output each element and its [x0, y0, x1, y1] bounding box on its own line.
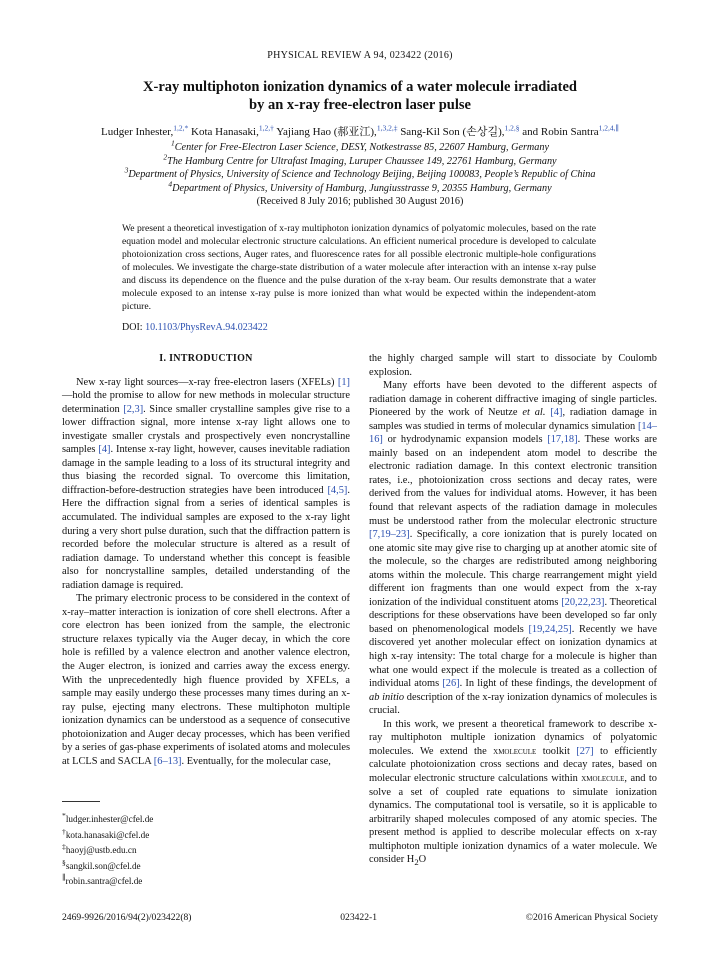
citation-link[interactable]: [14–16]	[369, 420, 657, 446]
footnote-email[interactable]: sangkil.son@cfel.de	[65, 860, 141, 871]
running-head: PHYSICAL REVIEW A 94, 023422 (2016)	[267, 50, 453, 61]
citation-link[interactable]: [26]	[442, 678, 460, 690]
footnote-mark: ∥	[62, 873, 66, 883]
page-footer	[62, 912, 658, 923]
citation-link[interactable]: [27]	[576, 745, 594, 757]
title-line-2: by an x-ray free-electron laser pulse	[249, 97, 471, 113]
left-column	[62, 352, 350, 768]
author-affiliation-mark[interactable]: 1,3,2,‡	[376, 123, 398, 133]
footnote-mark: *	[62, 811, 66, 820]
italic-text: et al.	[522, 407, 546, 419]
abstract: We present a theoretical investigation of x-ray multiphoton ionization dynamics of polyatomic molecules, based on the rate equation model and molecular electronic structure calculations. An efficient numerical procedure is developed to calculate photoionization cross sections, Auger rates, and fluorescence rates for all possible electronic multiple-hole configurations of molecules. We investigate the charge-state distribution of a water molecule after interaction with an intense x-ray pulse and discuss its dependence on the fluence and the pulse duration of the x-ray beam. Our results demonstrate that a water molecule exposed to an intense x-ray pulse is more ionized than what would be expected within the independent-atom picture.	[122, 223, 596, 312]
author-list	[40, 125, 680, 139]
author: Ludger Inhester,	[101, 126, 174, 138]
affiliation-number: 2	[163, 152, 168, 162]
right-column	[369, 352, 657, 870]
received-dates: (Received 8 July 2016; published 30 August 2016)	[256, 196, 464, 207]
footnote-mark: §	[62, 857, 66, 867]
affiliation-number: 4	[168, 179, 173, 189]
citation-link[interactable]: [4]	[550, 407, 563, 419]
footnote-email[interactable]: haoyj@ustb.edu.cn	[65, 845, 137, 856]
footnote-mark: †	[62, 826, 66, 836]
footnote	[62, 841, 350, 857]
footer-page-number: 023422-1	[340, 912, 378, 923]
author: Kota Hanasaki,	[191, 126, 259, 138]
footnote-email[interactable]: robin.santra@cfel.de	[65, 876, 143, 887]
affiliation-text: Center for Free-Electron Laser Science, DESY, Notkestrasse 85, 22607 Hamburg, Germany	[174, 142, 549, 153]
author-affiliation-mark[interactable]: 1,2,§	[504, 123, 520, 133]
affiliation-text: Department of Physics, University of Hamburg, Jungiusstrasse 9, 20355 Hamburg, Germany	[172, 182, 552, 194]
affiliation-number: 1	[171, 138, 175, 148]
subscript: 2	[414, 857, 419, 868]
italic-text: ab initio	[369, 691, 405, 703]
footnote	[62, 810, 350, 826]
footnote-email[interactable]: kota.hanasaki@cfel.de	[65, 829, 150, 840]
paragraph: the highly charged sample will start to dissociate by Coulomb explosion.	[369, 353, 657, 378]
doi-label: DOI:	[122, 322, 146, 333]
paper-title	[60, 78, 660, 114]
citation-link[interactable]: [1]	[337, 376, 350, 388]
footnotes	[62, 810, 350, 888]
doi-line	[122, 322, 596, 333]
citation-link[interactable]: [19,24,25]	[528, 623, 572, 635]
paragraph: New x-ray light sources—x-ray free-electron lasers (XFELs) [1]—hold the promise to allow for new methods in molecular structure determination [2,3]. Since smaller crystalline samples give rise to a lower diffraction signal, more intense x-ray light allows one to investigate smaller crystals and prospectively even noncrystalline samples [4]. Intense x-ray light, however, causes inevitable radiation damage in the sample leading to a loss of its structural integrity and thus biasing the recorded signal. To overcome this limitation, diffraction-before-destruction strategies have been introduced [4,5]. Here the diffraction signal from a series of identical samples is accumulated. The individual samples are exposed to the x-ray light during a very short pulse duration, such that the diffraction pattern is recorded before the molecular structure is altered as a result of radiation damage. To understand whether this concept is feasible also for noncrystalline samples, detailed understanding of the radiation damage is required.	[62, 376, 351, 591]
title-line-1: X-ray multiphoton ionization dynamics of a water molecule irradiated	[143, 79, 577, 95]
paragraph: Many efforts have been devoted to the different aspects of radiation damage in coherent diffractive imaging of single particles. Pioneered by the work of Neutze et al. [4], radiation damage in samples was studied in terms of molecular dynamics simulation [14–16] or hydrodynamic expansion models [17,18]. These works are mainly based on an independent atom model to describe the electronic radiation damage. In this context electronic transition rates, i.e., photoionization cross sections and decay rates, were derived from the values for individual atoms. However, it has been found that relevant aspects of the radiation damage in molecules must be understood rather from the molecular electronic structure [7,19–23]. Specifically, a core ionization that is purely located on one atomic site may give rise to charging up at another atomic site of the molecule, so the charges are redistributed among neighboring atoms within the molecule. This charge rearrangement might yield different ion fragments than one would expect from the x-ray ionization of the individual constituent atoms [20,22,23]. Theoretical descriptions for these observations have been developed so far only based on phenomenological models [19,24,25]. Recently we have discovered yet another molecular effect on ionization dynamics at high x-ray intensity: The total charge for a molecule is higher than what one would expect if the molecule is treated as a collection of individual atoms [26]. In light of these findings, the development of ab initio description of the x-ray ionization dynamics of molecules is crucial.	[369, 380, 658, 717]
footnote	[62, 826, 350, 842]
author-affiliation-mark[interactable]: 1,2,4,∥	[598, 123, 619, 133]
footer-issn: 2469-9926/2016/94(2)/023422(8)	[62, 912, 192, 923]
footnote	[62, 872, 350, 888]
affiliation	[40, 165, 680, 182]
citation-link[interactable]: [4,5]	[327, 484, 348, 496]
affiliation-text: The Hamburg Centre for Ultrafast Imaging, Luruper Chaussee 149, 22761 Hamburg, Germany	[167, 155, 557, 167]
software-name: xmolecule	[493, 745, 537, 757]
doi-link[interactable]: 10.1103/PhysRevA.94.023422	[145, 322, 268, 333]
footnote-mark: ‡	[62, 842, 66, 852]
author-affiliation-mark[interactable]: 1,2,†	[258, 123, 274, 133]
citation-link[interactable]: [20,22,23]	[561, 596, 605, 608]
citation-link[interactable]: [2,3]	[123, 403, 144, 415]
paragraph: In this work, we present a theoretical framework to describe x-ray multiphoton multiple ionization dynamics of polyatomic molecules. We extend the xmolecule toolkit [27] to efficiently calculate photoionization cross sections and decay rates, based on molecular electronic structure calculations within xmolecule, and to solve a set of coupled rate equations to simulate ionization dynamics. The computational tool is versatile, so it is applicable to arbitrarily shaped molecules composed of any atomic species. The present method is applied to describe molecular effects on x-ray multiphoton multiple ionization dynamics of a water molecule. We consider $H_2O$	[369, 718, 657, 868]
author: Sang-Kil Son (손상길),	[400, 126, 505, 138]
affiliation-number: 3	[124, 165, 129, 175]
affiliation-text: Department of Physics, University of Science and Technology Beijing, Beijing 100083, People’s Republic of China	[128, 169, 596, 180]
author: and Robin Santra	[522, 126, 599, 138]
affiliation	[40, 152, 680, 169]
paragraph: The primary electronic process to be considered in the context of x-ray–matter interaction is ionization of core shell electrons. After a core electron has been ionized from the sample, the electronic structure relaxes typically via the Auger decay, in which the core hole is refilled by a valence electron and another valence electron, the Auger electron, is ionized and carries away the excess energy. With the unprecedentedly high fluence provided by XFELs, a sample may easily undergo these processes many times during an x-ray pulse, ejecting many electrons. These multiphoton multiple ionization dynamics can be understood as a sequence of consecutive photoionization and Auger decay processes, which has been verified by a series of gas-phase experiments of isolated atoms and molecules at LCLS and SACLA [6–13]. Eventually, for the molecular case,	[62, 593, 350, 767]
author-affiliation-mark[interactable]: 1,2,*	[173, 123, 189, 133]
citation-link[interactable]: [17,18]	[547, 434, 578, 446]
citation-link[interactable]: [4]	[98, 444, 111, 456]
author: Yajiang Hao (郝亚江),	[276, 126, 377, 138]
software-name: xmolecule	[581, 772, 625, 784]
citation-link[interactable]: [6–13]	[153, 755, 182, 767]
affiliation	[40, 179, 680, 196]
affiliations	[40, 138, 680, 209]
footnote-email[interactable]: ludger.inhester@cfel.de	[65, 814, 154, 825]
footer-copyright: ©2016 American Physical Society	[525, 912, 658, 923]
section-heading: I. INTRODUCTION	[159, 353, 253, 364]
footnote	[62, 857, 350, 873]
footnote-rule	[62, 801, 100, 802]
citation-link[interactable]: [7,19–23]	[369, 529, 410, 541]
affiliation	[40, 138, 680, 155]
